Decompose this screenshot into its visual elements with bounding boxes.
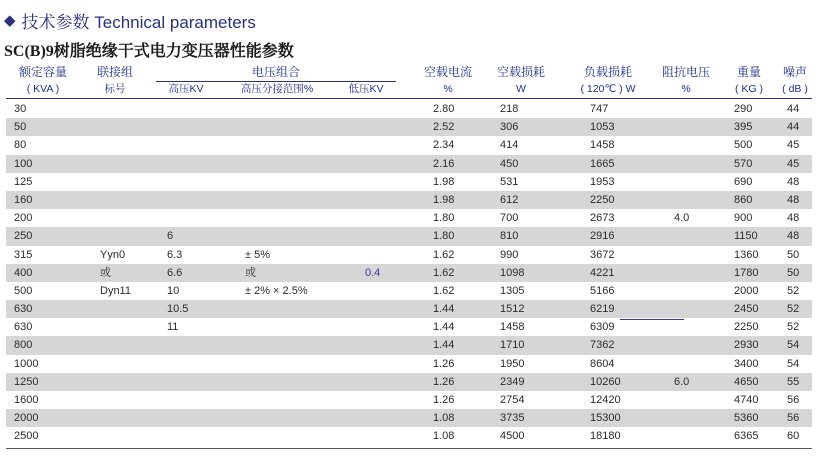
- capacity-cell: 250: [14, 230, 33, 243]
- capacity-cell: 160: [14, 193, 33, 206]
- weight-cell: 860: [734, 193, 753, 206]
- load-loss-cell: 10260: [590, 375, 621, 388]
- noise-cell: 52: [787, 303, 800, 316]
- load-loss-cell: 2673: [590, 212, 615, 225]
- noise-cell: 45: [787, 157, 800, 170]
- no-load-current-cell: 2.16: [433, 157, 455, 170]
- table-row: [6, 282, 812, 300]
- load-loss-cell: 8604: [590, 357, 615, 370]
- sub-capacity: ( KVA ): [26, 83, 60, 95]
- load-loss-cell: 2250: [590, 193, 615, 206]
- weight-cell: 1360: [734, 248, 759, 261]
- group-cell: Yyn0: [100, 248, 126, 261]
- parameters-table: [6, 64, 812, 446]
- hv-cell: 6.3: [167, 248, 183, 261]
- load-loss-cell: 4221: [590, 266, 615, 279]
- noise-cell: 48: [787, 193, 800, 206]
- noise-cell: 44: [787, 121, 800, 134]
- no-load-loss-cell: 531: [500, 175, 519, 188]
- no-load-current-cell: 1.44: [433, 303, 455, 316]
- lv-cell: 0.4: [365, 266, 381, 279]
- no-load-loss-cell: 612: [500, 193, 519, 206]
- no-load-current-cell: 2.80: [433, 103, 455, 115]
- diamond-icon: ◆: [4, 12, 16, 29]
- weight-cell: 500: [734, 139, 753, 152]
- no-load-current-cell: 1.62: [433, 284, 455, 297]
- no-load-current-cell: 1.80: [433, 212, 455, 225]
- capacity-cell: 2500: [14, 430, 39, 443]
- load-loss-cell: 15300: [590, 412, 621, 425]
- header-noise: 噪声: [782, 65, 807, 79]
- hv-cell: 6.6: [167, 266, 183, 279]
- header-impedance: 阻抗电压: [661, 65, 710, 79]
- no-load-current-cell: 1.08: [433, 412, 455, 425]
- no-load-current-cell: 2.52: [433, 121, 455, 134]
- weight-cell: 2930: [734, 339, 759, 352]
- table-row: [6, 355, 812, 373]
- header-capacity: 额定容量: [18, 65, 67, 79]
- load-loss-cell: 1458: [590, 139, 615, 152]
- weight-cell: 4650: [734, 375, 759, 388]
- noise-cell: 54: [787, 339, 800, 352]
- no-load-current-cell: 1.44: [433, 339, 455, 352]
- noise-cell: 56: [787, 412, 800, 425]
- table-row: [6, 209, 812, 227]
- table-row: [6, 191, 812, 209]
- no-load-current-cell: 1.80: [433, 230, 455, 243]
- table-title: SC(B)9树脂绝缘干式电力变压器性能参数: [4, 43, 294, 60]
- sub-hv-range: 高压分接范围%: [240, 83, 314, 95]
- no-load-current-cell: 1.62: [433, 266, 455, 279]
- noise-cell: 48: [787, 212, 800, 225]
- sub-weight: ( KG ): [735, 83, 763, 95]
- header-load-loss: 负载损耗: [583, 65, 632, 79]
- noise-cell: 45: [787, 139, 800, 152]
- hv-range-cell: ± 2% × 2.5%: [245, 284, 308, 297]
- table-row: [6, 409, 812, 427]
- load-loss-cell: 18180: [590, 430, 621, 443]
- table-row: [6, 427, 812, 445]
- no-load-loss-cell: 4500: [500, 430, 525, 443]
- sub-hv: 高压KV: [168, 83, 204, 95]
- noise-cell: 50: [787, 266, 800, 279]
- table-header-sub: [6, 81, 812, 98]
- no-load-current-cell: 1.98: [433, 175, 455, 188]
- sub-no-load-current: %: [443, 83, 453, 95]
- no-load-loss-cell: 2754: [500, 394, 525, 406]
- impedance-group-divider: [620, 319, 684, 320]
- noise-cell: 52: [787, 321, 800, 334]
- no-load-loss-cell: 1098: [500, 266, 525, 279]
- weight-cell: 2450: [734, 303, 759, 316]
- noise-cell: 55: [787, 375, 800, 388]
- no-load-loss-cell: 414: [500, 139, 519, 152]
- weight-cell: 1150: [734, 230, 758, 243]
- no-load-loss-cell: 1305: [500, 284, 525, 297]
- load-loss-cell: 6309: [590, 321, 615, 334]
- hv-cell: 6: [167, 230, 174, 243]
- table-row: [6, 300, 812, 318]
- table-bottom-rule: [6, 448, 812, 449]
- no-load-current-cell: 1.44: [433, 321, 455, 334]
- no-load-current-cell: 1.08: [433, 430, 455, 443]
- table-row: [6, 100, 812, 118]
- no-load-current-cell: 1.26: [433, 375, 455, 388]
- load-loss-cell: 3672: [590, 248, 615, 261]
- load-loss-cell: 7362: [590, 339, 615, 352]
- no-load-current-cell: 1.26: [433, 394, 455, 406]
- header-divider: [6, 98, 812, 99]
- noise-cell: 60: [787, 430, 800, 443]
- noise-cell: 48: [787, 175, 800, 188]
- capacity-cell: 100: [14, 157, 33, 170]
- weight-cell: 2250: [734, 321, 759, 334]
- capacity-cell: 200: [14, 212, 33, 225]
- no-load-current-cell: 1.26: [433, 357, 455, 370]
- no-load-loss-cell: 218: [500, 103, 519, 115]
- capacity-cell: 1250: [14, 375, 39, 388]
- capacity-cell: 125: [14, 175, 33, 188]
- capacity-cell: 400: [14, 266, 33, 279]
- sub-noise: ( dB ): [782, 83, 808, 95]
- load-loss-cell: 1053: [590, 121, 615, 134]
- capacity-cell: 50: [14, 121, 27, 134]
- capacity-cell: 2000: [14, 412, 39, 425]
- impedance-cell: 6.0: [674, 375, 690, 388]
- capacity-cell: 500: [14, 284, 33, 297]
- table-row: [6, 336, 812, 354]
- capacity-cell: 315: [14, 248, 33, 261]
- header-voltage: 电压组合: [251, 65, 300, 79]
- table-row: [6, 227, 812, 245]
- header-no-load-current: 空载电流: [423, 65, 472, 79]
- no-load-loss-cell: 1512: [500, 303, 525, 316]
- table-row: [6, 246, 812, 264]
- weight-cell: 4740: [734, 394, 759, 406]
- weight-cell: 690: [734, 175, 753, 188]
- no-load-loss-cell: 450: [500, 157, 519, 170]
- weight-cell: 1780: [734, 266, 759, 279]
- no-load-loss-cell: 2349: [500, 375, 525, 388]
- group-cell: Dyn11: [100, 284, 131, 297]
- load-loss-cell: 1665: [590, 157, 615, 170]
- table-row: [6, 155, 812, 173]
- load-loss-cell: 1953: [590, 175, 615, 188]
- table-header-top: [6, 64, 812, 81]
- capacity-cell: 1000: [14, 357, 39, 370]
- no-load-current-cell: 1.98: [433, 193, 455, 206]
- sub-impedance: %: [681, 83, 691, 95]
- impedance-cell: 4.0: [674, 212, 690, 225]
- no-load-loss-cell: 1950: [500, 357, 525, 370]
- capacity-cell: 30: [14, 103, 27, 115]
- header-group: 联接组: [96, 65, 133, 79]
- no-load-current-cell: 1.62: [433, 248, 455, 261]
- load-loss-cell: 12420: [590, 394, 621, 406]
- no-load-loss-cell: 306: [500, 121, 519, 134]
- capacity-cell: 630: [14, 321, 33, 334]
- table-row: [6, 136, 812, 154]
- no-load-loss-cell: 1458: [500, 321, 525, 334]
- sub-no-load-loss: W: [516, 83, 526, 95]
- capacity-cell: 630: [14, 303, 33, 316]
- no-load-loss-cell: 810: [500, 230, 519, 243]
- sub-group: 标号: [104, 83, 126, 95]
- no-load-loss-cell: 3735: [500, 412, 525, 425]
- weight-cell: 395: [734, 121, 753, 134]
- hv-range-cell: ± 5%: [245, 248, 270, 261]
- table-row: [6, 391, 812, 409]
- table-row: [6, 373, 812, 391]
- weight-cell: 2000: [734, 284, 759, 297]
- table-row: [6, 118, 812, 136]
- section-header: [0, 8, 256, 32]
- load-loss-cell: 5166: [590, 284, 615, 297]
- weight-cell: 570: [734, 157, 753, 170]
- noise-cell: 50: [787, 248, 800, 261]
- capacity-cell: 80: [14, 139, 27, 152]
- table-row: [6, 264, 812, 282]
- capacity-cell: 800: [14, 339, 33, 352]
- hv-cell: 10.5: [167, 303, 189, 316]
- weight-cell: 900: [734, 212, 753, 225]
- header-weight: 重量: [736, 65, 761, 79]
- section-title: 技术参数 Technical parameters: [21, 12, 256, 32]
- header-no-load-loss: 空载损耗: [496, 65, 545, 79]
- load-loss-cell: 2916: [590, 230, 615, 243]
- load-loss-cell: 6219: [590, 303, 615, 316]
- noise-cell: 44: [787, 103, 800, 115]
- sub-load-loss: ( 120℃ ) W: [580, 83, 636, 95]
- sub-lv: 低压KV: [348, 83, 384, 95]
- no-load-loss-cell: 1710: [500, 339, 525, 352]
- capacity-cell: 1600: [14, 394, 39, 406]
- no-load-loss-cell: 700: [500, 212, 519, 225]
- hv-range-cell: 或: [245, 266, 256, 279]
- noise-cell: 56: [787, 394, 800, 406]
- weight-cell: 5360: [734, 412, 759, 425]
- table-body: [6, 100, 812, 446]
- weight-cell: 3400: [734, 357, 759, 370]
- noise-cell: 54: [787, 357, 800, 370]
- hv-cell: 10: [167, 284, 180, 297]
- weight-cell: 6365: [734, 430, 759, 443]
- load-loss-cell: 747: [590, 103, 609, 115]
- group-cell: 或: [100, 266, 111, 279]
- noise-cell: 48: [787, 230, 800, 243]
- no-load-loss-cell: 990: [500, 248, 519, 261]
- noise-cell: 52: [787, 284, 800, 297]
- no-load-current-cell: 2.34: [433, 139, 455, 152]
- hv-cell: 11: [167, 321, 179, 334]
- table-row: [6, 318, 812, 336]
- table-row: [6, 173, 812, 191]
- weight-cell: 290: [734, 103, 753, 115]
